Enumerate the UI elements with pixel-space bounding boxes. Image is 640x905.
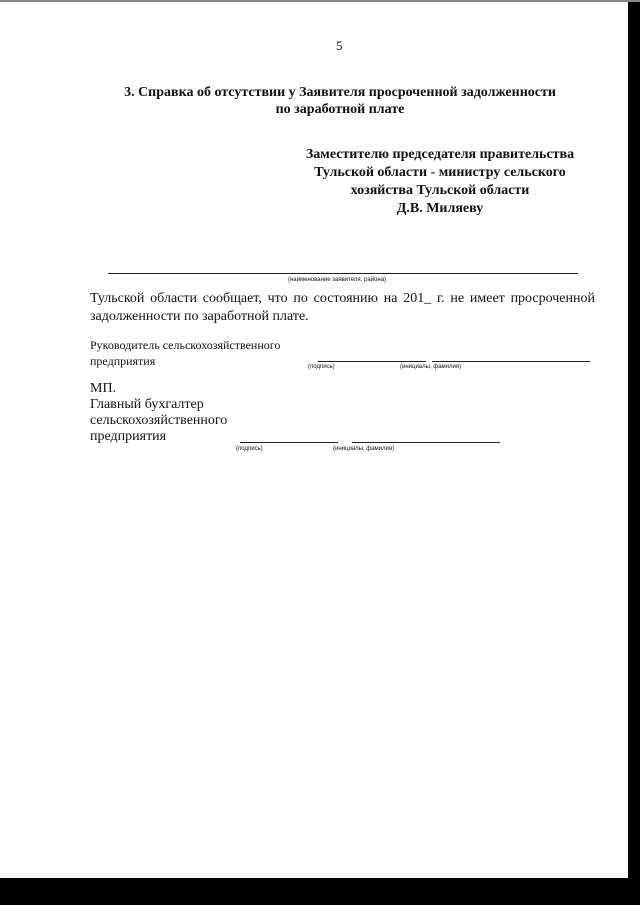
head-signature-line — [318, 361, 426, 362]
head-name-caption: (инициалы, фамилия) — [400, 364, 462, 370]
addressee-line-3: хозяйства Тульской области — [350, 183, 530, 198]
scan-top-edge — [0, 0, 640, 2]
applicant-name-line — [108, 273, 578, 274]
head-label — [90, 337, 280, 369]
statement-text: Тульской области сообщает, что по состоянию на 201_ г. не имеет просроченной задолженности по заработной плате. — [90, 291, 595, 324]
title-line-2: по заработной плате — [275, 102, 405, 117]
accountant-line-1: Главный бухгалтер — [90, 397, 204, 412]
accountant-line-3: предприятия — [90, 429, 167, 444]
head-name-line — [432, 361, 590, 362]
head-line-1: Руководитель сельскохозяйственного — [90, 338, 281, 352]
stamp-mark: МП. — [90, 381, 117, 396]
accountant-signature-line — [240, 442, 338, 443]
applicant-caption: (наименование заявителя, района) — [288, 277, 387, 283]
accountant-sign-caption: (подпись) — [236, 446, 263, 452]
page-number: 5 — [336, 38, 343, 53]
document-title — [60, 84, 620, 118]
head-sign-caption: (подпись) — [308, 364, 335, 370]
accountant-name-caption: (инициалы, фамилия) — [333, 446, 395, 452]
head-line-2: предприятия — [90, 354, 156, 368]
title-line-1: 3. Справка об отсутствии у Заявителя просроченной задолженности — [124, 85, 556, 100]
addressee-line-4: Д.В. Миляеву — [396, 201, 484, 216]
addressee-line-2: Тульской области - министру сельского — [314, 165, 566, 180]
addressee-line-1: Заместителю председателя правительства — [305, 147, 575, 162]
addressee-block — [270, 146, 610, 218]
accountant-name-line — [352, 442, 500, 443]
accountant-label — [90, 397, 227, 445]
accountant-line-2: сельскохозяйственного — [90, 413, 228, 428]
